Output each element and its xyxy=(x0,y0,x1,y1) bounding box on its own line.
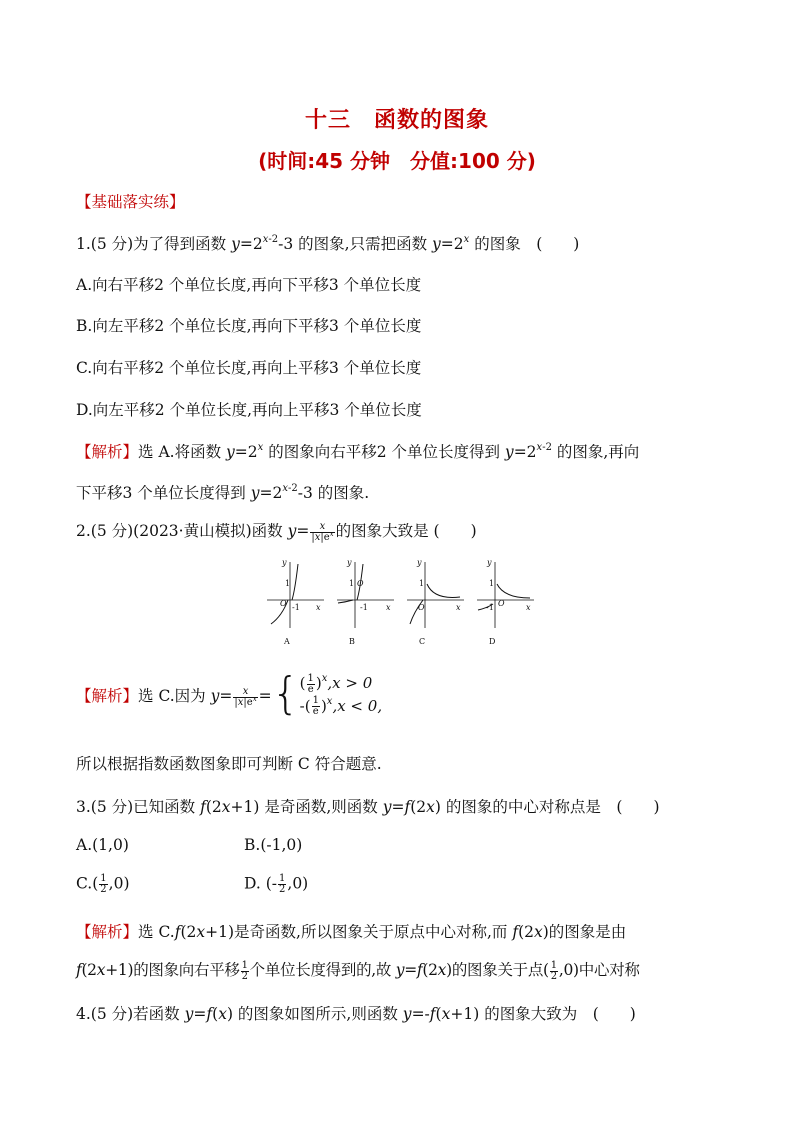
svg-text:1: 1 xyxy=(349,579,355,588)
svg-text:y: y xyxy=(282,558,287,567)
q3-stem: 3.(5 分)已知函数 f(2x+1) 是奇函数,则函数 y=f(2x) 的图象的中心对称点是 ( ) xyxy=(76,798,660,816)
q2-answer: 【解析】选 C.因为 y= $\frac{x}{|x|e^x}$ ={ ( $\frac{1}{e}$ )$^x$,x > 0 -( $\frac{1}{e}$ )$^x$,x < 0, xyxy=(76,668,383,719)
svg-text:x: x xyxy=(316,603,321,612)
svg-text:y: y xyxy=(347,558,352,567)
q2-option-graphs xyxy=(262,556,542,651)
svg-text:x: x xyxy=(386,603,391,612)
q1-option-a: A.向右平移2 个单位长度,再向下平移3 个单位长度 xyxy=(76,276,422,294)
page-title: 十三 函数的图象 xyxy=(304,108,489,133)
svg-text:x: x xyxy=(456,603,461,612)
q3-option-d: D. (- $\frac{1}{2}$ ,0) xyxy=(244,873,309,895)
q2-stem: 2.(5 分)(2023·黄山模拟)函数 y= $\frac{x}{|x|e^x}$ 的图象大致是 ( ) xyxy=(76,520,477,543)
q3-option-a: A.(1,0) xyxy=(76,836,129,854)
answer-label: 【解析】 xyxy=(76,687,139,705)
page-subtitle: (时间:45 分钟 分值:100 分) xyxy=(258,149,536,173)
svg-text:1: 1 xyxy=(489,579,495,588)
svg-text:O: O xyxy=(418,603,425,612)
q2-answer-tail: 所以根据指数函数图象即可判断 C 符合题意. xyxy=(76,755,382,773)
svg-text:-1: -1 xyxy=(486,603,494,612)
q1-option-b: B.向左平移2 个单位长度,再向下平移3 个单位长度 xyxy=(76,317,422,335)
q1-answer-line1: 【解析】选 A.将函数 $y=2^x$ 的图象向右平移2 个单位长度得到 $y=2^{x-2}$ 的图象,再向 xyxy=(76,442,640,461)
q3-answer-line2: f(2x+1)的图象向右平移 $\frac{1}{2}$ 个单位长度得到的,故 y=f(2x)的图象关于点( $\frac{1}{2}$ ,0)中心对称 xyxy=(76,959,640,982)
answer-label: 【解析】 xyxy=(76,923,139,941)
svg-text:y: y xyxy=(417,558,422,567)
graph-label-b: B xyxy=(349,637,355,646)
q4-stem: 4.(5 分)若函数 y=f(x) 的图象如图所示,则函数 y=-f(x+1) 的图象大致为 ( ) xyxy=(76,1005,636,1023)
q3-option-c: C.( $\frac{1}{2}$ ,0) xyxy=(76,873,130,895)
svg-text:x: x xyxy=(526,603,531,612)
q1-option-d: D.向左平移2 个单位长度,再向上平移3 个单位长度 xyxy=(76,401,422,419)
svg-text:-1: -1 xyxy=(360,603,368,612)
graph-label-a: A xyxy=(284,637,290,646)
svg-text:O: O xyxy=(498,599,505,608)
q3-option-b: B.(-1,0) xyxy=(244,836,303,854)
graph-d xyxy=(477,558,534,646)
svg-text:y: y xyxy=(487,558,492,567)
q1-stem: 1.(5 分)为了得到函数 $y=2^{x-2}-3$ 的图象,只需把函数 $y=2^x$ 的图象 ( ) xyxy=(76,234,580,253)
q1-option-c: C.向右平移2 个单位长度,再向上平移3 个单位长度 xyxy=(76,359,422,377)
graph-label-d: D xyxy=(489,637,496,646)
q1-answer-line2: 下平移3 个单位长度得到 $y=2^{x-2}-3$ 的图象. xyxy=(76,483,370,502)
answer-label: 【解析】 xyxy=(76,443,139,461)
svg-text:1: 1 xyxy=(419,579,425,588)
graph-label-c: C xyxy=(419,637,426,646)
svg-text:O: O xyxy=(280,599,287,608)
q3-answer-line1: 【解析】选 C.f(2x+1)是奇函数,所以图象关于原点中心对称,而 f(2x)的图象是由 xyxy=(76,923,627,941)
graph-a xyxy=(267,558,324,646)
svg-text:1: 1 xyxy=(285,579,291,588)
svg-text:-1: -1 xyxy=(292,603,300,612)
graph-b xyxy=(337,558,394,646)
svg-text:O: O xyxy=(357,579,364,588)
graph-c xyxy=(407,558,464,646)
section-heading: 【基础落实练】 xyxy=(76,193,185,211)
